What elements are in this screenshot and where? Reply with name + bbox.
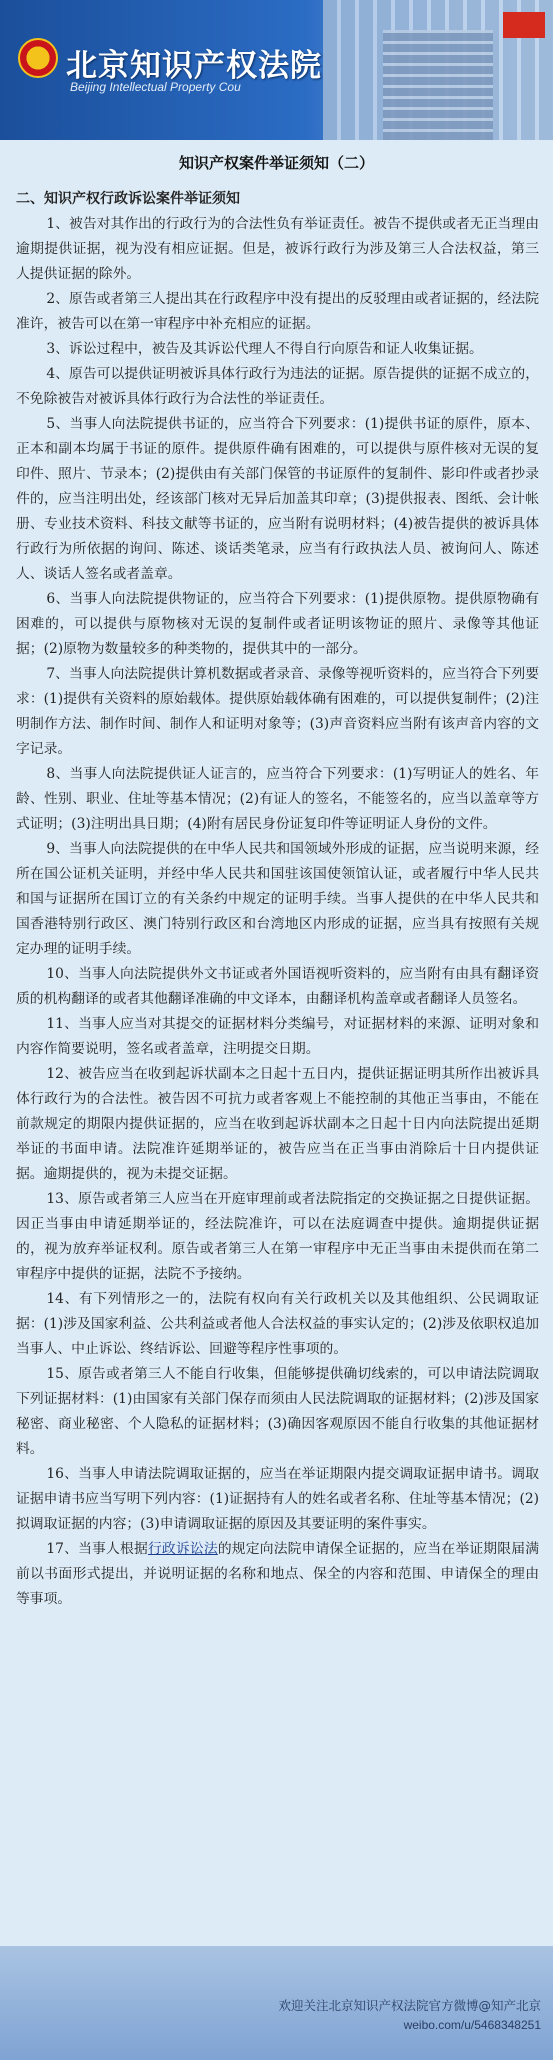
document-body xyxy=(0,187,553,1612)
footer-banner xyxy=(0,1946,553,2060)
paragraph-16: 16、当事人申请法院调取证据的，应当在举证期限内提交调取证据申请书。调取证据申请书应当写明下列内容：(1)证据持有人的姓名或者名称、住址等基本情况；(2)拟调取证据的内容；(3)申请调取证据的原因及其要证明的案件事实。 xyxy=(16,1466,539,1532)
section-heading: 二、知识产权行政诉讼案件举证须知 xyxy=(16,191,240,207)
paragraph-4: 4、原告可以提供证明被诉具体行政行为违法的证据。原告提供的证据不成立的，不免除被告对被诉具体行政行为合法性的举证责任。 xyxy=(16,366,539,407)
paragraph-13: 13、原告或者第三人应当在开庭审理前或者法院指定的交换证据之日提供证据。因正当事由申请延期举证的，经法院准许，可以在法庭调查中提供。逾期提供证据的，视为放弃举证权利。原告或者第三人在第一审程序中无正当事由未提供而在第二审程序中提供的证据，法院不予接纳。 xyxy=(16,1191,539,1282)
paragraph-14: 14、有下列情形之一的，法院有权向有关行政机关以及其他组织、公民调取证据：(1)涉及国家利益、公共利益或者他人合法权益的事实认定的；(2)涉及依职权追加当事人、中止诉讼、终结诉讼、回避等程序性事项的。 xyxy=(16,1291,539,1357)
paragraph-9: 9、当事人向法院提供的在中华人民共和国领域外形成的证据，应当说明来源，经所在国公证机关证明，并经中华人民共和国驻该国使领馆认证，或者履行中华人民共和国与证据所在国订立的有关条约中规定的证明手续。当事人提供的在中华人民共和国香港特别行政区、澳门特别行政区和台湾地区内形成的证据，应当具有按照有关规定办理的证明手续。 xyxy=(16,841,539,957)
paragraph-1: 1、被告对其作出的行政行为的合法性负有举证责任。被告不提供或者无正当理由逾期提供证据，视为没有相应证据。但是，被诉行政行为涉及第三人合法权益，第三人提供证据的除外。 xyxy=(16,216,539,282)
paragraph-3: 3、诉讼过程中，被告及其诉讼代理人不得自行向原告和证人收集证据。 xyxy=(46,341,483,357)
court-emblem-icon xyxy=(18,38,58,78)
paragraph-5: 5、当事人向法院提供书证的，应当符合下列要求：(1)提供书证的原件，原本、正本和副本均属于书证的原件。提供原件确有困难的，可以提供与原件核对无误的复印件、照片、节录本；(2)提供由有关部门保管的书证原件的复制件、影印件或者抄录件的，应当注明出处，经该部门核对无异后加盖其印章；(3)提供报表、图纸、会计帐册、专业技术资料、科技文献等书证的，应当附有说明材料；(4)被告提供的被诉具体行政行为所依据的询问、陈述、谈话类笔录，应当有行政执法人员、被询问人、陈述人、谈话人签名或者盖章。 xyxy=(16,416,539,582)
flag-icon xyxy=(503,12,545,38)
paragraph-17-rest: 的规定向法院申请保全证据的，应当在举证期限届满前以书面形式提出，并说明证据的名称和地点、保全的内容和范围、申请保全的理由等事项。 xyxy=(16,1541,540,1607)
paragraph-2: 2、原告或者第三人提出其在行政程序中没有提出的反驳理由或者证据的，经法院准许，被告可以在第一审程序中补充相应的证据。 xyxy=(16,291,539,332)
paragraph-8: 8、当事人向法院提供证人证言的，应当符合下列要求：(1)写明证人的姓名、年龄、性别、职业、住址等基本情况；(2)有证人的签名，不能签名的，应当以盖章等方式证明；(3)注明出具日期；(4)附有居民身份证复印件等证明证人身份的文件。 xyxy=(16,766,539,832)
court-name: 北京知识产权法院 xyxy=(66,48,322,84)
paragraph-10: 10、当事人向法院提供外文书证或者外国语视听资料的，应当附有由具有翻译资质的机构翻译的或者其他翻译准确的中文译本，由翻译机构盖章或者翻译人员签名。 xyxy=(16,966,539,1007)
paragraph-17 xyxy=(16,1537,539,1612)
header-banner xyxy=(0,0,553,140)
paragraph-6: 6、当事人向法院提供物证的，应当符合下列要求：(1)提供原物。提供原物确有困难的，可以提供与原物核对无误的复制件或者证明该物证的照片、录像等其他证据；(2)原物为数量较多的种类物的，提供其中的一部分。 xyxy=(16,591,539,657)
document-title: 知识产权案件举证须知（二） xyxy=(178,154,374,172)
footer-weibo-url: weibo.com/u/5468348251 xyxy=(403,2018,541,2032)
paragraph-11: 11、当事人应当对其提交的证据材料分类编号，对证据材料的来源、证明对象和内容作简要说明，签名或者盖章，注明提交日期。 xyxy=(16,1016,539,1057)
court-english-name: Beijing Intellectual Property Cou xyxy=(70,80,241,94)
footer-follow-text: 欢迎关注北京知识产权法院官方微博@知产北京 xyxy=(278,1998,541,2013)
paragraph-list xyxy=(16,212,539,1537)
paragraph-15: 15、原告或者第三人不能自行收集，但能够提供确切线索的，可以申请法院调取下列证据材料：(1)由国家有关部门保存而须由人民法院调取的证据材料；(2)涉及国家秘密、商业秘密、个人隐私的证据材料；(3)确因客观原因不能自行收集的其他证据材料。 xyxy=(16,1366,539,1457)
paragraph-17-lead: 17、当事人根据 xyxy=(46,1541,148,1557)
paragraph-12: 12、被告应当在收到起诉状副本之日起十五日内，提供证据证明其所作出被诉具体行政行为的合法性。被告因不可抗力或者客观上不能控制的其他正当事由，不能在前款规定的期限内提供证据的，应当在收到起诉状副本之日起十日内向法院提出延期举证的书面申请。法院准许延期举证的，被告应当在正当事由消除后十日内提供证据。逾期提供的，视为未提交证据。 xyxy=(16,1066,539,1182)
admin-litigation-law-link[interactable]: 行政诉讼法 xyxy=(147,1541,218,1557)
building-tower-image xyxy=(383,30,493,140)
paragraph-7: 7、当事人向法院提供计算机数据或者录音、录像等视听资料的，应当符合下列要求：(1)提供有关资料的原始载体。提供原始载体确有困难的，可以提供复制件；(2)注明制作方法、制作时间、制作人和证明对象等；(3)声音资料应当附有该声音内容的文字记录。 xyxy=(16,666,539,757)
